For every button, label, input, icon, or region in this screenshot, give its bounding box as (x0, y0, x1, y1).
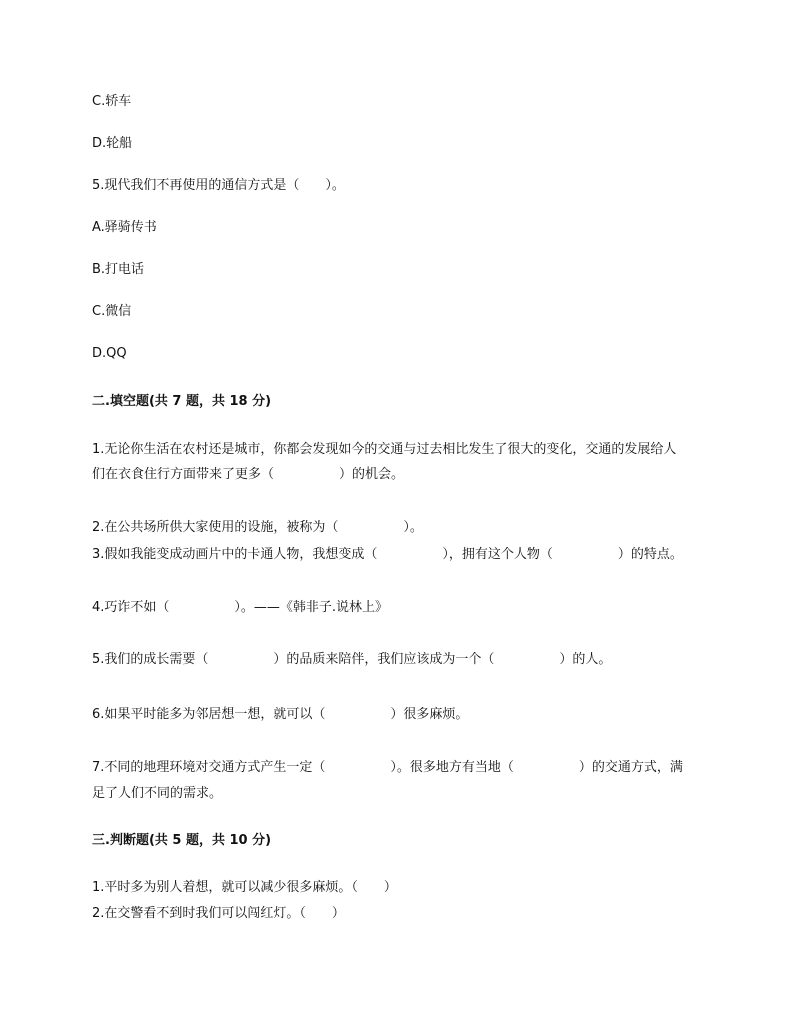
fill-question-1-line-2: 们在衣食住行方面带来了更多（ ）的机会。 (92, 467, 405, 482)
question-5-option-b: B.打电话 (92, 262, 145, 277)
section-3-heading: 三.判断题(共 5 题，共 10 分) (92, 833, 272, 848)
option-d-ship: D.轮船 (92, 136, 133, 151)
option-c-car: C.轿车 (92, 94, 132, 109)
fill-question-6: 6.如果平时能多为邻居想一想，就可以（ ）很多麻烦。 (92, 707, 469, 722)
fill-question-7-line-2: 足了人们不同的需求。 (92, 786, 223, 801)
fill-question-7-line-1: 7.不同的地理环境对交通方式产生一定（ ）。很多地方有当地（ ）的交通方式，满 (92, 760, 683, 775)
question-5-option-a: A.驿骑传书 (92, 220, 157, 235)
question-5-option-c: C.微信 (92, 304, 132, 319)
fill-question-1-line-1: 1.无论你生活在农村还是城市，你都会发现如今的交通与过去相比发生了很大的变化，交通的发展给人 (92, 442, 677, 457)
question-5-option-d: D.QQ (92, 346, 127, 361)
judge-question-1: 1.平时多为别人着想，就可以减少很多麻烦。（ ） (92, 880, 397, 895)
fill-question-3: 3.假如我能变成动画片中的卡通人物，我想变成（ ），拥有这个人物（ ）的特点。 (92, 547, 683, 562)
fill-question-5: 5.我们的成长需要（ ）的品质来陪伴，我们应该成为一个（ ）的人。 (92, 652, 612, 667)
fill-question-2: 2.在公共场所供大家使用的设施，被称为（ ）。 (92, 520, 423, 535)
judge-question-2: 2.在交警看不到时我们可以闯红灯。（ ） (92, 906, 345, 921)
section-2-heading: 二.填空题(共 7 题，共 18 分) (92, 394, 272, 409)
fill-question-4: 4.巧诈不如（ ）。——《韩非子.说林上》 (92, 600, 389, 615)
question-5-stem: 5.现代我们不再使用的通信方式是（ ）。 (92, 178, 345, 193)
